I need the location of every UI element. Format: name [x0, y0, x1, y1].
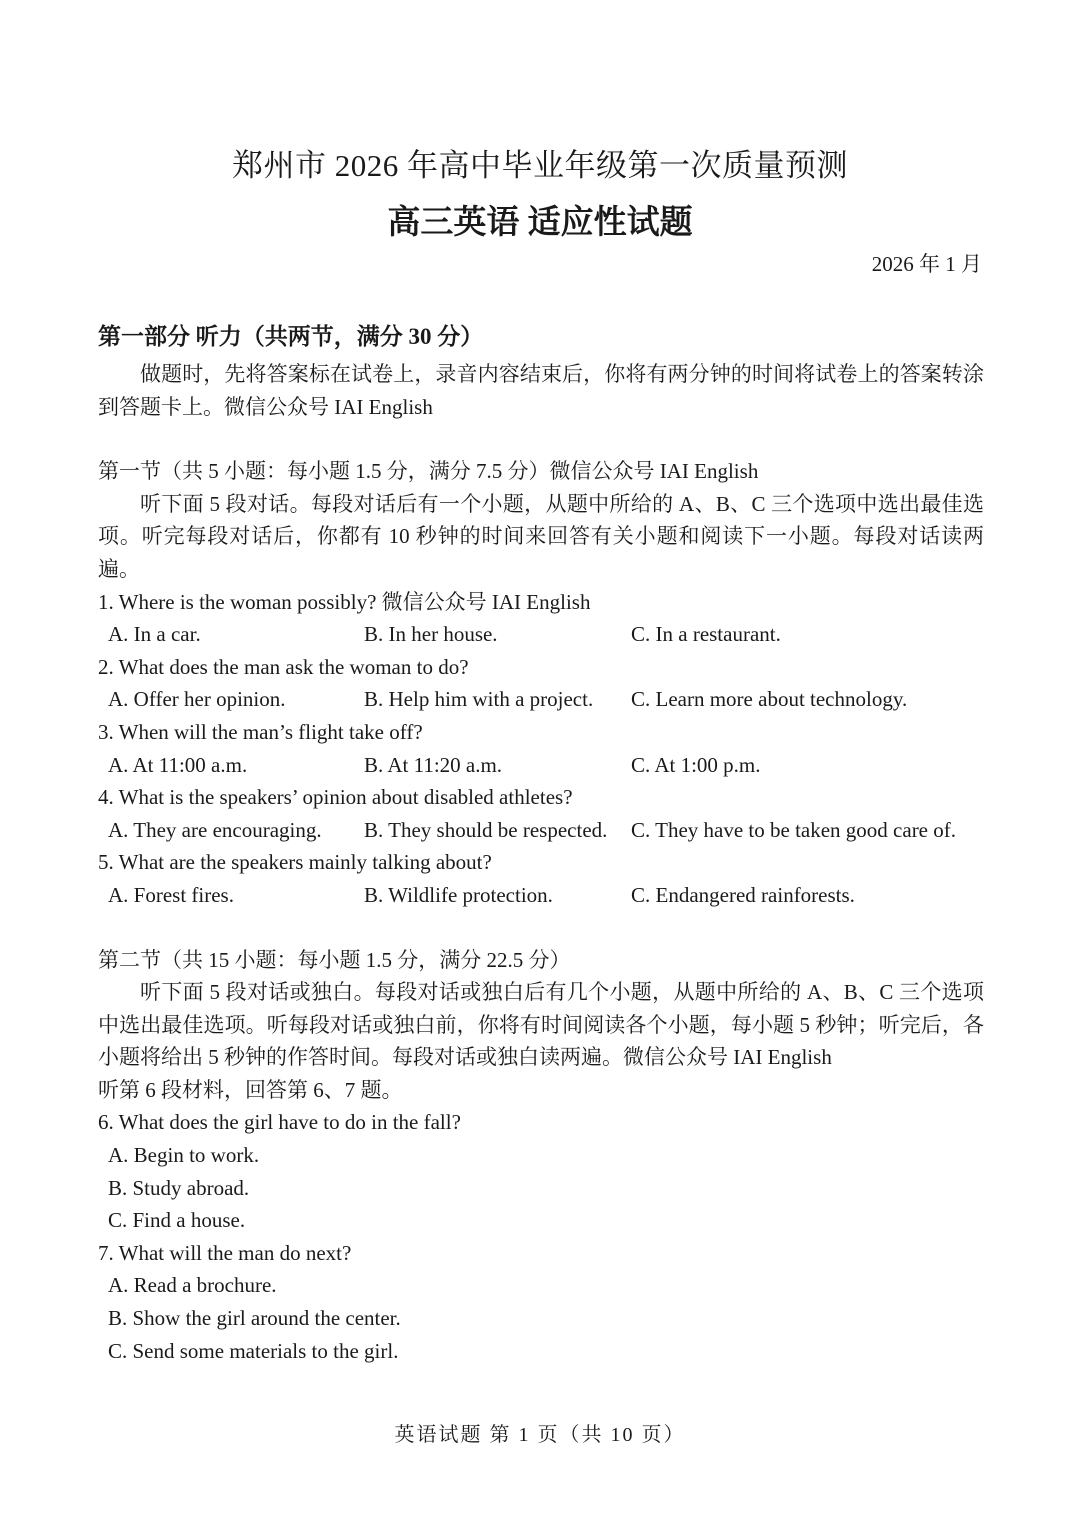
question-text: 2. What does the man ask the woman to do?: [98, 654, 469, 679]
option-b: B. Help him with a project.: [364, 687, 594, 712]
section2-heading: 第二节（共 15 小题：每小题 1.5 分，满分 22.5 分）: [98, 947, 571, 972]
option-b: B. They should be respected.: [364, 817, 608, 842]
option-c: C. Find a house.: [108, 1208, 246, 1233]
question-text: 4. What is the speakers’ opinion about disabled athletes?: [98, 785, 573, 810]
option-a: A. Begin to work.: [108, 1143, 260, 1168]
material-note: 听第 6 段材料，回答第 6、7 题。: [98, 1077, 403, 1102]
section1-heading: 第一节（共 5 小题：每小题 1.5 分，满分 7.5 分）微信公众号 IAI English: [98, 459, 759, 484]
question-text: 6. What does the girl have to do in the fall?: [98, 1110, 461, 1135]
option-c: C. At 1:00 p.m.: [631, 752, 761, 777]
option-c: C. Endangered rainforests.: [631, 882, 855, 907]
question-3: [98, 716, 984, 781]
question-5: [98, 846, 984, 911]
option-c: C. In a restaurant.: [631, 622, 781, 647]
section1-instructions: 听下面 5 段对话。每段对话后有一个小题，从题中所给的 A、B、C 三个选项中选出最佳选项。听完每段对话后，你都有 10 秒钟的时间来回答有关小题和阅读下一小题。每段对话读两遍。: [98, 491, 984, 581]
question-7: [98, 1237, 984, 1367]
question-text: 7. What will the man do next?: [98, 1240, 352, 1265]
option-a: A. Offer her opinion.: [108, 687, 286, 712]
question-4: [98, 781, 984, 846]
option-c: C. They have to be taken good care of.: [631, 817, 956, 842]
exam-date: 2026 年 1 月: [871, 252, 982, 276]
question-text: 5. What are the speakers mainly talking about?: [98, 850, 492, 875]
page-footer: 英语试题 第 1 页（共 10 页）: [394, 1424, 686, 1446]
option-a: A. Forest fires.: [108, 882, 234, 907]
question-6: [98, 1106, 984, 1236]
option-a: A. In a car.: [108, 622, 201, 647]
question-text: 3. When will the man’s flight take off?: [98, 719, 423, 744]
option-b: B. At 11:20 a.m.: [364, 752, 503, 777]
option-c: C. Learn more about technology.: [631, 687, 908, 712]
option-b: B. Wildlife protection.: [364, 882, 553, 907]
option-b: B. Show the girl around the center.: [108, 1306, 401, 1331]
exam-subtitle: 高三英语 适应性试题: [387, 205, 693, 241]
option-a: A. Read a brochure.: [108, 1273, 277, 1298]
option-b: B. Study abroad.: [108, 1175, 250, 1200]
exam-content: [98, 318, 984, 1367]
exam-title: 郑州市 2026 年高中毕业年级第一次质量预测: [232, 148, 848, 183]
option-a: A. At 11:00 a.m.: [108, 752, 248, 777]
part1-heading: 第一部分 听力（共两节，满分 30 分）: [98, 324, 484, 349]
section2-instructions: 听下面 5 段对话或独白。每段对话或独白后有几个小题，从题中所给的 A、B、C 三个选项中选出最佳选项。听每段对话或独白前，你将有时间阅读各个小题，每小题 5 秒钟；听完后，各小题将给出 5 秒钟的作答时间。每段对话或独白读两遍。微信公众号 IAI English: [98, 980, 984, 1070]
option-c: C. Send some materials to the girl.: [108, 1338, 399, 1363]
option-a: A. They are encouraging.: [108, 817, 322, 842]
question-text: 1. Where is the woman possibly? 微信公众号 IAI English: [98, 589, 591, 614]
part1-intro: 做题时，先将答案标在试卷上，录音内容结束后，你将有两分钟的时间将试卷上的答案转涂到答题卡上。微信公众号 IAI English: [98, 362, 984, 419]
option-b: B. In her house.: [364, 622, 498, 647]
question-1: [98, 586, 984, 651]
question-2: [98, 651, 984, 716]
